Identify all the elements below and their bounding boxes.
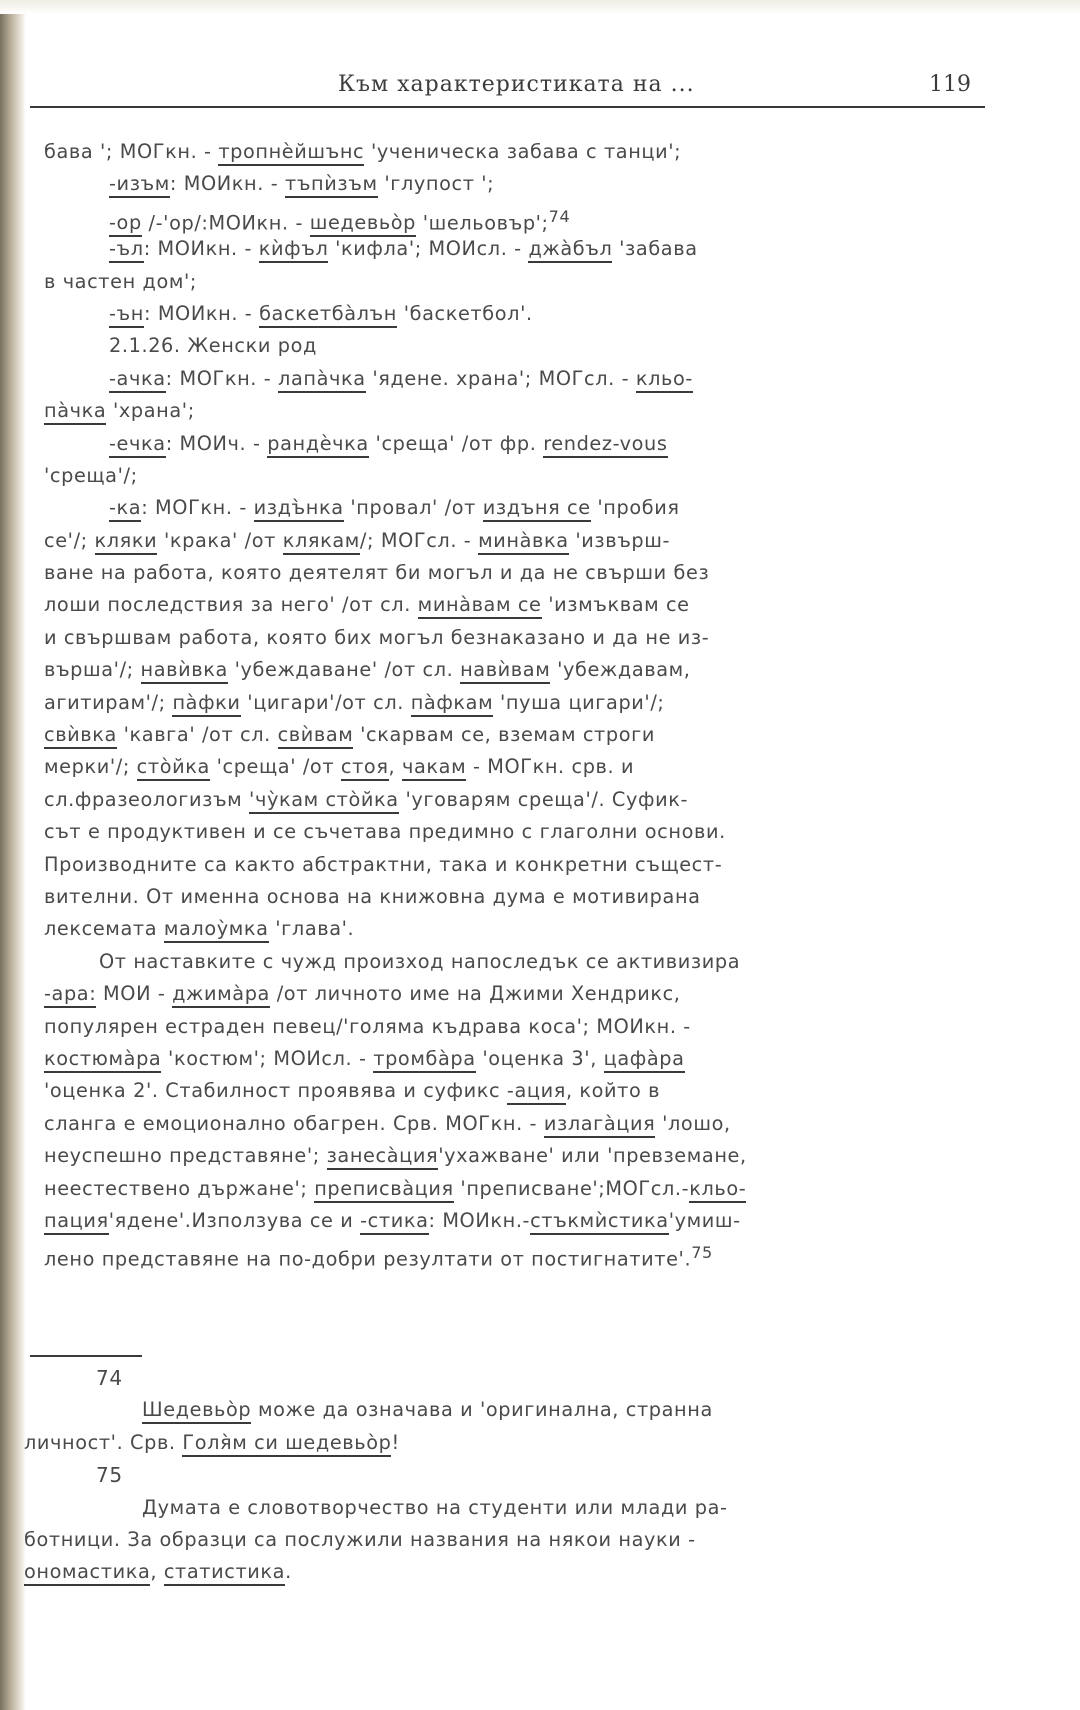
underlined-term: занеса̀ция xyxy=(327,1144,439,1170)
footnote-number: 74 xyxy=(96,1366,123,1390)
underlined-term: свѝвам xyxy=(278,723,354,749)
text-run: личност'. Срв. xyxy=(24,1430,183,1454)
text-run: сл.фразеологизъм xyxy=(44,787,250,811)
text-run: 'среща' /от фр. xyxy=(368,431,544,455)
text-line xyxy=(24,1524,984,1556)
underlined-term: чакам xyxy=(402,755,466,781)
text-run: 'скарвам се, вземам строги xyxy=(353,723,655,747)
underlined-term: свѝвка xyxy=(44,723,117,749)
text-run: лексемата xyxy=(44,917,164,941)
text-run: неестествено държане'; xyxy=(44,1176,315,1200)
text-run: 'храна'; xyxy=(106,399,195,423)
underlined-term: па̀фки xyxy=(172,691,240,717)
main-text xyxy=(44,136,984,1270)
text-run: 'ученическа забава с танци'; xyxy=(364,140,682,163)
text-run: неуспешно представяне'; xyxy=(44,1144,327,1168)
underlined-term: Голя̀м си шедевьо̀р xyxy=(182,1431,391,1457)
underlined-term: малоу̀мка xyxy=(164,917,269,943)
text-line xyxy=(44,428,984,460)
underlined-term: кльо- xyxy=(636,367,693,393)
text-line xyxy=(44,1108,984,1140)
underlined-term: излага̀ция xyxy=(544,1112,656,1138)
underlined-term: -ация xyxy=(507,1079,566,1105)
underlined-term: навѝвка xyxy=(141,658,228,684)
text-run: мерки'/; xyxy=(44,755,137,779)
text-line xyxy=(44,266,984,298)
text-run: : МОИч. - xyxy=(165,431,268,455)
text-line xyxy=(44,330,984,362)
text-line xyxy=(44,363,984,395)
underlined-term: шедевьо̀р xyxy=(310,211,416,237)
text-line xyxy=(44,1173,984,1205)
text-run: 'пробия xyxy=(590,496,680,520)
underlined-term: издъня се xyxy=(483,496,591,522)
text-run: 'убеждаване' /от сл. xyxy=(227,658,461,682)
text-line xyxy=(44,978,984,1010)
underlined-term: тропнѐйшънс xyxy=(218,140,364,166)
underlined-term: кльо- xyxy=(689,1177,746,1203)
text-run: 'умиш- xyxy=(668,1208,741,1232)
underlined-term: кѝфъл xyxy=(259,237,329,263)
text-run: 'извърш- xyxy=(568,528,671,552)
text-run: 'ухажване' или 'превземане, xyxy=(438,1144,747,1168)
underlined-term: джа̀бъл xyxy=(528,237,612,263)
underlined-term: ономастика xyxy=(24,1560,150,1586)
text-run: , който в xyxy=(565,1079,661,1103)
underlined-term: навѝвам xyxy=(460,658,550,684)
text-run: 'костюм'; МОИсл. - xyxy=(161,1046,374,1070)
underlined-term: стъкмѝстика xyxy=(530,1209,669,1235)
underlined-term: -ачка xyxy=(109,367,166,393)
underlined-term: кляки xyxy=(95,529,158,555)
text-line xyxy=(44,589,984,621)
text-run: /от личното име на Джими Хендрикс, xyxy=(269,982,681,1006)
text-run: сът е продуктивен и се съчетава предимно с глаголни основи. xyxy=(44,820,726,844)
text-run: МОИ - xyxy=(96,982,173,1006)
text-run: - МОГкн. срв. и xyxy=(466,755,635,779)
text-run: ! xyxy=(391,1430,400,1454)
underlined-term: мина̀вка xyxy=(478,529,569,555)
text-run: /-'ор/:МОИкн. - xyxy=(141,211,310,235)
text-run: лено представяне на по-добри резултати от постигнатите'. xyxy=(44,1247,692,1271)
text-line xyxy=(24,1492,984,1524)
text-run: 'глупост '; xyxy=(377,172,495,196)
text-run: : МОИкн. - xyxy=(144,301,260,325)
text-line xyxy=(44,654,984,686)
text-run: агитирам'/; xyxy=(44,690,173,714)
underlined-term: джима̀ра xyxy=(172,982,270,1008)
underlined-term: па̀чка xyxy=(44,399,106,425)
text-run: популярен естраден певец/'голяма къдрава коса'; МОИкн. - xyxy=(44,1014,691,1038)
underlined-term: rendez-vous xyxy=(543,432,667,458)
scan-edge-shadow xyxy=(0,0,26,1710)
underlined-term: -ъл xyxy=(109,237,144,263)
underlined-term: клякам xyxy=(283,529,360,555)
underlined-term: -изъм xyxy=(109,172,170,198)
text-line xyxy=(44,395,984,427)
text-run: ботници. За образци са послужили названия на някои науки - xyxy=(24,1527,696,1551)
text-line xyxy=(44,557,984,589)
scan-top-edge xyxy=(0,0,1080,14)
text-run: 'цигари'/от сл. xyxy=(240,690,411,714)
text-line xyxy=(44,168,984,200)
text-run: 'забава xyxy=(612,237,698,261)
underlined-term: тромба̀ра xyxy=(373,1047,475,1073)
text-line xyxy=(44,233,984,265)
text-run: , xyxy=(150,1560,164,1584)
text-line xyxy=(44,1011,984,1043)
text-line xyxy=(44,298,984,330)
text-run: 'преписване';МОГсл.- xyxy=(453,1176,690,1200)
text-run: Производните са както абстрактни, така и конкретни същест- xyxy=(44,852,723,876)
underlined-term: цафа̀ра xyxy=(604,1047,685,1073)
underlined-term: Шедевьо̀р xyxy=(142,1398,251,1424)
text-line xyxy=(44,1237,984,1269)
text-run: 'измъквам се xyxy=(541,593,690,617)
text-run: 'убеждавам, xyxy=(550,658,691,682)
underlined-term: -ор xyxy=(109,211,142,237)
running-title: Към характеристиката на ... xyxy=(338,72,695,97)
text-line xyxy=(44,913,984,945)
text-run: 'среща' /от xyxy=(209,755,341,779)
text-line xyxy=(44,881,984,913)
text-line xyxy=(44,1043,984,1075)
text-line xyxy=(44,1075,984,1107)
text-line xyxy=(44,1205,984,1237)
underlined-term: преписва̀ция xyxy=(314,1177,453,1203)
text-run: 'оценка 2'. Стабилност проявява и суфикс xyxy=(44,1079,507,1103)
text-run: върша'/; xyxy=(44,658,141,682)
text-run: 'ядене'.Използува се и xyxy=(108,1208,361,1232)
text-line xyxy=(44,946,984,978)
text-line xyxy=(44,849,984,881)
text-run: : МОГкн. - xyxy=(165,366,279,390)
text-line xyxy=(44,1140,984,1172)
underlined-term: стоя xyxy=(341,755,389,781)
running-header xyxy=(30,68,985,108)
text-run: 'кавга' /от сл. xyxy=(116,723,278,747)
text-run: От наставките с чужд произход напоследък се активизира xyxy=(99,949,741,973)
underlined-term: пация xyxy=(44,1209,109,1235)
text-run: 'оценка 3', xyxy=(475,1046,604,1070)
text-run: 'кифла'; МОИсл. - xyxy=(328,237,529,261)
text-run: , xyxy=(388,755,402,779)
underlined-term: -стика xyxy=(360,1209,428,1235)
underlined-term: -ара: xyxy=(44,982,96,1008)
underlined-term: рандѐчка xyxy=(267,432,369,458)
text-line xyxy=(24,1394,984,1426)
text-run: 'среща'/; xyxy=(44,463,138,487)
underlined-term: па̀фкам xyxy=(411,691,494,717)
text-line xyxy=(44,719,984,751)
text-run: в частен дом'; xyxy=(44,269,197,293)
text-run: 'глава'. xyxy=(268,917,355,941)
underlined-term: -ън xyxy=(109,302,144,328)
text-run: 2.1.26. Женски род xyxy=(109,334,317,358)
text-run: /; МОГсл. - xyxy=(359,528,479,552)
underlined-term: костюма̀ра xyxy=(44,1047,161,1073)
text-run: 'пуша цигари'/; xyxy=(493,690,665,714)
footnote-separator xyxy=(30,1355,142,1357)
text-line xyxy=(44,201,984,233)
footnote-ref: 74 xyxy=(548,206,571,226)
text-line xyxy=(44,136,984,168)
text-line xyxy=(44,687,984,719)
text-run: лоши последствия за него' /от сл. xyxy=(44,593,418,617)
text-run: 'ядене. храна'; МОГсл. - xyxy=(365,366,636,390)
text-run: 'провал' /от xyxy=(343,496,483,520)
text-run: : МОИкн. - xyxy=(143,237,259,261)
text-run: и свършвам работа, която бих могъл безнаказано и да не из- xyxy=(44,625,710,649)
underlined-term: тъпѝзъм xyxy=(285,172,378,198)
underlined-term: 'чу̀кам сто̀йка xyxy=(249,788,399,814)
text-run: . xyxy=(285,1560,292,1584)
text-run: Думата е словотворчество на студенти или млади ра- xyxy=(142,1495,728,1519)
underlined-term: -ка xyxy=(109,496,141,522)
footnote-number: 75 xyxy=(96,1463,123,1488)
text-line xyxy=(24,1556,984,1588)
underlined-term: баскетба̀лън xyxy=(259,302,397,328)
text-line xyxy=(44,816,984,848)
text-line xyxy=(44,460,984,492)
text-run: : МОГкн. - xyxy=(141,496,254,520)
text-run: : МОИкн. - xyxy=(169,172,285,196)
text-run: 'уговарям среща'/. Суфик- xyxy=(398,787,689,811)
text-run: се'/; xyxy=(44,528,95,552)
text-run: : МОИкн.- xyxy=(428,1208,531,1232)
page-number: 119 xyxy=(929,72,971,97)
footnote-ref: 75 xyxy=(691,1243,713,1263)
text-line xyxy=(44,784,984,816)
text-line xyxy=(44,622,984,654)
text-run: 'шельовър'; xyxy=(416,211,549,235)
text-run: 'баскетбол'. xyxy=(396,301,533,325)
text-line xyxy=(44,525,984,557)
footnotes xyxy=(24,1362,984,1589)
underlined-term: лапа̀чка xyxy=(278,367,366,393)
underlined-term: мина̀вам се xyxy=(418,593,542,619)
underlined-term: издъ̀нка xyxy=(254,496,344,522)
text-run: сланга е емоционално обагрен. Срв. МОГкн. - xyxy=(44,1111,544,1135)
underlined-term: сто̀йка xyxy=(137,755,210,781)
text-run: бава '; МОГкн. - xyxy=(44,140,219,163)
text-run: вителни. От именна основа на книжовна дума е мотивирана xyxy=(44,884,701,908)
text-line xyxy=(44,751,984,783)
text-run: ване на работа, която деятелят би могъл и да не свърши без xyxy=(44,561,710,585)
text-run: може да означава и 'оригинална, странна xyxy=(251,1398,713,1422)
underlined-term: статистика xyxy=(164,1560,285,1586)
underlined-term: -ечка xyxy=(109,432,166,458)
text-run: 'крака' /от xyxy=(157,528,283,552)
text-line xyxy=(44,492,984,524)
text-line xyxy=(24,1427,984,1459)
text-run: 'лошо, xyxy=(655,1111,731,1135)
